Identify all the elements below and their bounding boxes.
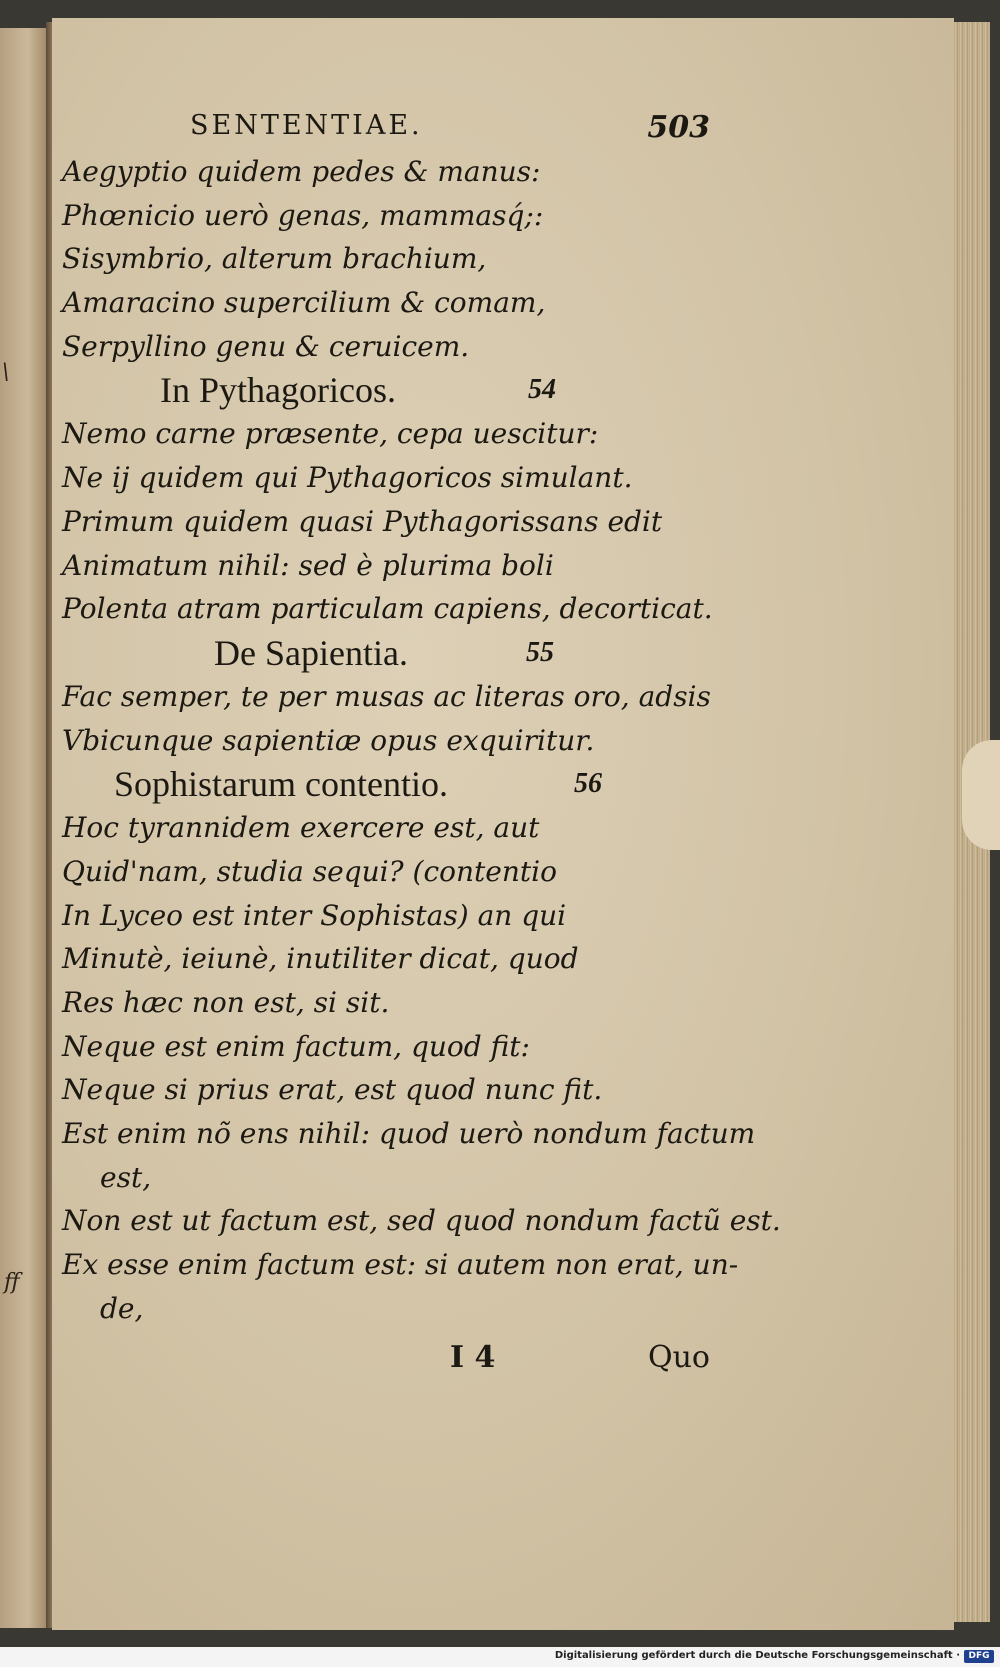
section-title: In Pythagoricos. bbox=[160, 370, 396, 411]
section-number: 54 bbox=[528, 374, 556, 406]
section-heading bbox=[62, 762, 722, 806]
credit-bar bbox=[0, 1647, 1000, 1667]
verse-line: In Lyceo est inter Sophistas) an qui bbox=[62, 898, 567, 932]
verse-line: Serpyllino genu & ceruicem. bbox=[62, 329, 470, 363]
verse-line: Vbicunque sapientiæ opus exquiritur. bbox=[62, 723, 595, 757]
dfg-logo: DFG bbox=[964, 1650, 994, 1663]
page-number: 503 bbox=[647, 110, 710, 145]
verse-line: Sisymbrio, alterum brachium, bbox=[62, 242, 487, 276]
verse-line: Fac semper, te per musas ac literas oro, adsis bbox=[62, 679, 711, 713]
section-heading bbox=[62, 368, 722, 412]
verse-line: Minutè, ieiunè, inutiliter dicat, quod bbox=[62, 942, 579, 976]
verse-line-continuation: est, bbox=[100, 1160, 152, 1194]
verse-line: Non est ut factum est, sed quod nondum factũ est. bbox=[62, 1204, 781, 1238]
verse-line: Est enim nõ ens nihil: quod uerò nondum factum bbox=[62, 1117, 756, 1151]
section-heading bbox=[62, 631, 722, 675]
funding-credit: Digitalisierung gefördert durch die Deutsche Forschungsgemeinschaft · bbox=[554, 1650, 960, 1661]
verse-line: Ne ij quidem qui Pythagoricos simulant. bbox=[62, 461, 633, 495]
page-edge-tab bbox=[962, 740, 1000, 850]
verse-line: Ex esse enim factum est: si autem non erat, un- bbox=[62, 1248, 739, 1282]
verse-line: Nemo carne præsente, cepa uescitur: bbox=[62, 417, 599, 451]
margin-mark: ff bbox=[4, 1270, 20, 1295]
previous-page-edge bbox=[0, 28, 46, 1628]
page-header bbox=[190, 110, 710, 150]
section-number: 56 bbox=[574, 768, 602, 800]
section-title: De Sapientia. bbox=[214, 632, 408, 673]
catchword: Quo bbox=[648, 1340, 710, 1375]
text-block bbox=[62, 150, 781, 1331]
verse-line: Primum quidem quasi Pythagorissans edit bbox=[62, 504, 663, 538]
verse-line: Polenta atram particulam capiens, decorticat. bbox=[62, 592, 713, 626]
page-footer bbox=[450, 1340, 710, 1390]
verse-line: Aegyptio quidem pedes & manus: bbox=[62, 155, 541, 188]
section-number: 55 bbox=[526, 636, 554, 668]
verse-line: Phœnicio uerò genas, mammasq́;: bbox=[62, 198, 544, 232]
verse-line: Hoc tyrannidem exercere est, aut bbox=[62, 811, 540, 845]
margin-mark: \ bbox=[2, 360, 10, 385]
verse-line-continuation: de, bbox=[100, 1291, 144, 1325]
verse-line: Neque est enim factum, quod fit: bbox=[62, 1029, 530, 1063]
verse-line: Animatum nihil: sed è plurima boli bbox=[62, 548, 554, 582]
verse-line: Neque si prius erat, est quod nunc fit. bbox=[62, 1073, 603, 1107]
running-head: SENTENTIAE. bbox=[190, 110, 423, 141]
verse-line: Res hæc non est, si sit. bbox=[62, 986, 390, 1019]
verse-line: Quid'nam, studia sequi? (contentio bbox=[62, 854, 557, 888]
section-title: Sophistarum contentio. bbox=[114, 764, 448, 805]
verse-line: Amaracino supercilium & comam, bbox=[62, 286, 546, 320]
signature-mark: I 4 bbox=[450, 1340, 496, 1375]
